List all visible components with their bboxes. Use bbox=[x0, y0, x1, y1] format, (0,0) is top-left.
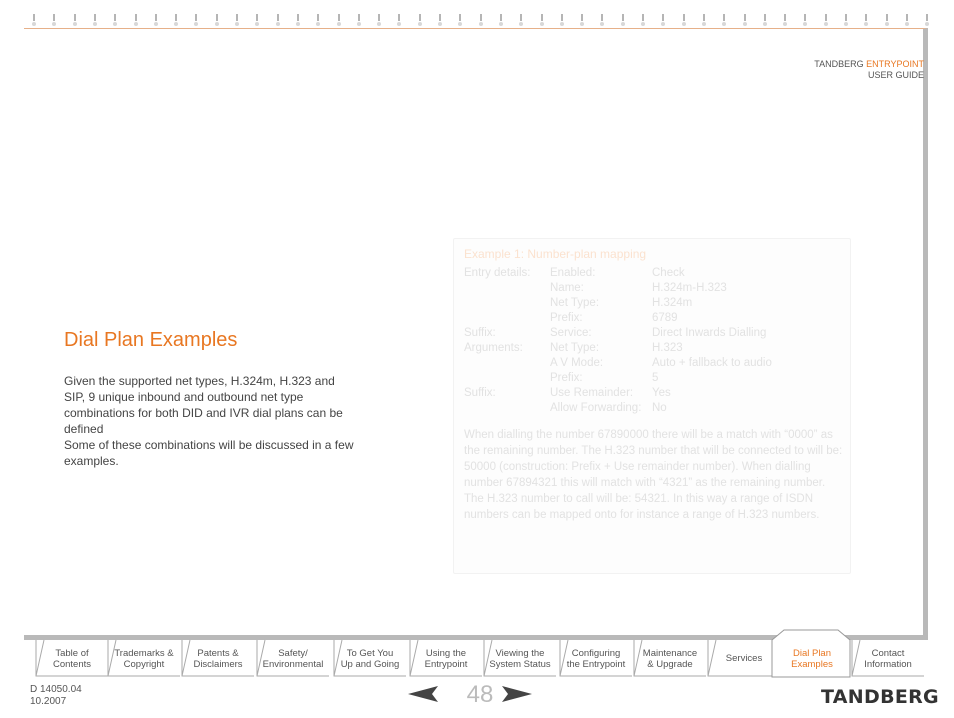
tab-label bbox=[341, 648, 400, 671]
tab-label-line2: Copyright bbox=[123, 659, 165, 670]
example-box bbox=[453, 238, 851, 574]
row-value: Yes bbox=[652, 387, 671, 399]
page-title: Dial Plan Examples bbox=[64, 329, 238, 351]
row-group: Arguments: bbox=[464, 342, 523, 354]
example-row bbox=[464, 372, 844, 387]
page-number: 48 bbox=[466, 681, 494, 708]
tab-label bbox=[425, 648, 468, 671]
next-page-arrow-icon[interactable] bbox=[502, 686, 532, 702]
binder-ring-icon bbox=[357, 14, 361, 28]
binder-ring-icon bbox=[93, 14, 97, 28]
row-group: Entry details: bbox=[464, 267, 531, 279]
tab-contact-information[interactable] bbox=[852, 640, 924, 676]
binder-ring-icon bbox=[661, 14, 665, 28]
example-row bbox=[464, 402, 844, 417]
tab-label-line1: Viewing the bbox=[495, 647, 545, 659]
binder-ring-icon bbox=[621, 14, 625, 28]
tab-label bbox=[791, 648, 833, 671]
tab-label-line1: Trademarks & bbox=[114, 647, 174, 659]
binder-ring-icon bbox=[722, 14, 726, 28]
tab-table-of-contents[interactable] bbox=[36, 640, 108, 676]
binder-ring-icon bbox=[905, 14, 909, 28]
binder-ring-icon bbox=[255, 14, 259, 28]
tab-label-line2: Examples bbox=[791, 659, 833, 670]
tab-label bbox=[193, 648, 242, 671]
example-row bbox=[464, 312, 844, 327]
binder-ring-icon bbox=[458, 14, 462, 28]
example-description: When dialling the number 67890000 there will be a match with “0000” as the remaining number. The H.323 number that will be connected to will be: 50000 (construction: Prefix + Use remainder number). When dialling number 67894321 this will match with “4321” as the remaining number. The H.323 number to call will be: 54321. In this way a range of ISDN numbers can be mapped onto for instance a range of H.323 numbers. bbox=[464, 429, 843, 521]
row-value: Direct Inwards Dialling bbox=[652, 327, 767, 339]
binder-ring-icon bbox=[560, 14, 564, 28]
tab-label-line1: Patents & bbox=[197, 647, 239, 659]
example-row bbox=[464, 297, 844, 312]
product-name: ENTRYPOINT bbox=[866, 59, 924, 69]
binder-ring-icon bbox=[194, 14, 198, 28]
tab-label-line2: the Entrypoint bbox=[566, 659, 626, 670]
tab-services[interactable] bbox=[708, 640, 780, 676]
row-key: Allow Forwarding: bbox=[550, 402, 642, 414]
tab-patents-disclaimers[interactable] bbox=[182, 640, 254, 676]
example-row bbox=[464, 267, 844, 282]
binder-ring-icon bbox=[803, 14, 807, 28]
binder-ring-icon bbox=[235, 14, 239, 28]
tab-label bbox=[114, 648, 173, 671]
row-key: A V Mode: bbox=[550, 357, 604, 369]
chapter-tabs bbox=[36, 640, 926, 678]
binder-ring-icon bbox=[337, 14, 341, 28]
tab-label bbox=[726, 653, 762, 665]
example-row bbox=[464, 342, 844, 357]
example-row bbox=[464, 327, 844, 342]
binder-ring-icon bbox=[600, 14, 604, 28]
tab-label bbox=[489, 648, 550, 671]
row-key: Net Type: bbox=[550, 342, 600, 354]
row-value: H.324m-H.323 bbox=[652, 282, 727, 294]
binder-ring-icon bbox=[824, 14, 828, 28]
tab-viewing-the-system-status[interactable] bbox=[484, 640, 556, 676]
row-value: 6789 bbox=[652, 312, 678, 324]
binder-ring-icon bbox=[499, 14, 503, 28]
binder-ring-icon bbox=[519, 14, 523, 28]
binder-ring-icon bbox=[864, 14, 868, 28]
tab-label bbox=[263, 648, 324, 671]
row-key: Net Type: bbox=[550, 297, 600, 309]
row-key: Service: bbox=[550, 327, 592, 339]
tab-label-line2: & Upgrade bbox=[647, 659, 693, 670]
tab-label-line2: Environmental bbox=[262, 659, 324, 670]
tab-label-line1: Maintenance bbox=[642, 647, 698, 659]
row-value: Check bbox=[652, 267, 685, 279]
tab-using-the-entrypoint[interactable] bbox=[410, 640, 482, 676]
tab-label-line1: Dial Plan bbox=[792, 647, 832, 659]
header-brand bbox=[814, 59, 924, 81]
binder-ring-icon bbox=[377, 14, 381, 28]
row-value: H.324m bbox=[652, 297, 693, 309]
binder-ring-icon bbox=[316, 14, 320, 28]
binder-ring-icon bbox=[925, 14, 929, 28]
binder-ring-icon bbox=[844, 14, 848, 28]
brand-name: TANDBERG bbox=[814, 59, 864, 69]
tab-label-line2: System Status bbox=[489, 659, 551, 670]
tab-label-line2: Information bbox=[864, 659, 912, 670]
guide-label: USER GUIDE bbox=[867, 70, 924, 80]
binder-ring-icon bbox=[743, 14, 747, 28]
binder-ring-icon bbox=[418, 14, 422, 28]
tab-label bbox=[864, 648, 912, 671]
tab-trademarks-copyright[interactable] bbox=[108, 640, 180, 676]
tab-safety-environmental[interactable] bbox=[257, 640, 329, 676]
binder-ring-icon bbox=[682, 14, 686, 28]
tab-label bbox=[643, 648, 697, 671]
row-value: No bbox=[652, 402, 667, 414]
row-key: Prefix: bbox=[550, 372, 583, 384]
tandberg-logo: TANDBERG bbox=[821, 686, 939, 708]
tab-maintenance-upgrade[interactable] bbox=[634, 640, 706, 676]
row-value: H.323 bbox=[652, 342, 683, 354]
row-key: Prefix: bbox=[550, 312, 583, 324]
binder-ring-icon bbox=[580, 14, 584, 28]
binder-ring-icon bbox=[113, 14, 117, 28]
binder-ring-icon bbox=[540, 14, 544, 28]
binder-ring-icon bbox=[134, 14, 138, 28]
row-group: Suffix: bbox=[464, 327, 496, 339]
tab-dial-plan-examples[interactable] bbox=[776, 640, 848, 676]
intro-paragraph: Given the supported net types, H.324m, H.323 and SIP, 9 unique inbound and outbound net type combinations for both DID and IVR dial plans can be defined bbox=[64, 374, 343, 436]
tab-to-get-you-up-and-going[interactable] bbox=[334, 640, 406, 676]
binder-ring-icon bbox=[154, 14, 158, 28]
binder-ring-icon bbox=[702, 14, 706, 28]
document-id bbox=[30, 684, 82, 708]
tab-label-line1: Safety/ bbox=[278, 647, 308, 659]
tab-label-line1: Using the bbox=[425, 647, 467, 659]
binder-ring-icon bbox=[479, 14, 483, 28]
row-value: Auto + fallback to audio bbox=[652, 357, 772, 369]
row-key: Enabled: bbox=[550, 267, 596, 279]
previous-page-arrow-icon[interactable] bbox=[408, 686, 438, 702]
row-group: Suffix: bbox=[464, 387, 496, 399]
tab-label-line2: Contents bbox=[52, 659, 92, 670]
binder-ring-icon bbox=[73, 14, 77, 28]
tab-label-line2: Up and Going bbox=[340, 659, 400, 670]
tab-label-line2: Disclaimers bbox=[193, 659, 243, 670]
tab-label-line2: Entrypoint bbox=[424, 659, 468, 670]
binder-ring-icon bbox=[32, 14, 36, 28]
row-key: Use Remainder: bbox=[550, 387, 634, 399]
intro-paragraph-2: Some of these combinations will be discussed in a few examples. bbox=[64, 438, 354, 468]
example-row bbox=[464, 387, 844, 402]
row-key: Name: bbox=[550, 282, 584, 294]
doc-date: 10.2007 bbox=[30, 696, 67, 707]
binder-ring-icon bbox=[296, 14, 300, 28]
binder-ring-icon bbox=[276, 14, 280, 28]
binder-ring-icon bbox=[763, 14, 767, 28]
tab-label-line1: To Get You bbox=[346, 647, 394, 659]
binder-ring-icon bbox=[174, 14, 178, 28]
binder-ring-icon bbox=[885, 14, 889, 28]
row-value: 5 bbox=[652, 372, 659, 384]
doc-number: D 14050.04 bbox=[30, 684, 82, 695]
tab-label-line1: Configuring bbox=[571, 647, 621, 659]
tab-label bbox=[567, 648, 626, 671]
tab-label-line1: Services bbox=[725, 653, 763, 665]
example-title: Example 1: Number-plan mapping bbox=[464, 247, 647, 261]
example-row bbox=[464, 357, 844, 372]
tab-label-line1: Table of bbox=[55, 647, 89, 659]
tab-label bbox=[53, 648, 91, 671]
binder-ring-icon bbox=[641, 14, 645, 28]
binder-ring-icon bbox=[215, 14, 219, 28]
tab-label-line1: Contact bbox=[871, 647, 905, 659]
binder-ring-icon bbox=[438, 14, 442, 28]
binder-ring-icon bbox=[397, 14, 401, 28]
binder-ring-icon bbox=[52, 14, 56, 28]
tab-configuring-the-entrypoint[interactable] bbox=[560, 640, 632, 676]
example-row bbox=[464, 282, 844, 297]
binder-ring-icon bbox=[783, 14, 787, 28]
